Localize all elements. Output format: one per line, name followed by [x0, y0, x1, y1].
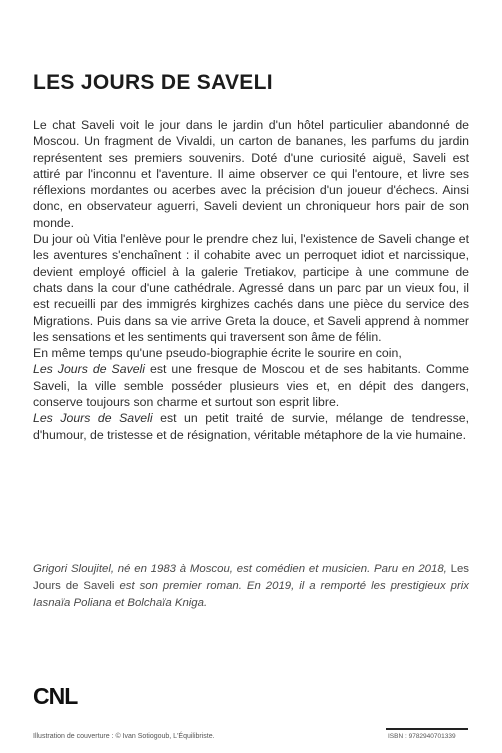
- author-bio-text: Grigori Sloujitel, né en 1983 à Moscou, est comédien et musicien. Paru en 2018,: [33, 563, 447, 575]
- synopsis: [33, 117, 469, 443]
- synopsis-text: est un petit traité de survie, mélange de tendresse, d'humour, de tristesse et de résignation, véritable métaphore de la vie humaine.: [33, 411, 469, 442]
- synopsis-text: est une fresque de Moscou et de ses habitants. Comme Saveli, la ville semble posséder plusieurs vies et, en dépit des dangers, conserve toujours son charme et surtout son esprit libre.: [33, 362, 470, 410]
- cnl-logo: [33, 684, 93, 708]
- book-title-inline: Les Jours de Saveli: [33, 411, 153, 426]
- synopsis-paragraph-2: Du jour où Vitia l'enlève pour le prendre chez lui, l'existence de Saveli change et les aventures s'enchaînent : il cohabite avec un perroquet idiot et narcissique, devient employé officiel à la galerie Tretiakov, participe à une commune de chats dans la cour d'une cathédrale. Agressé dans un parc par un vieux fou, il est recueilli par des immigrés kirghizes cachés dans une pièce du service des Migrations. Puis dans sa vie arrive Greta la douce, et Saveli apprend à nommer les sensations et les sentiments qui traversent son âme de félin.: [33, 232, 469, 344]
- cover-credits: Illustration de couverture : © Ivan Sotiogoub, L'Équilibriste.: [33, 733, 215, 740]
- synopsis-text: En même temps qu'une pseudo-biographie écrite le sourire en coin,: [33, 346, 402, 361]
- synopsis-paragraph-1: Le chat Saveli voit le jour dans le jardin d'un hôtel particulier abandonné de Moscou. Un fragment de Vivaldi, un carton de bananes, les parfums du jardin représentent ses premiers souvenirs. Doté d'une curiosité aiguë, Saveli est attiré par l'inconnu et l'aventure. Il aime observer ce qui l'entoure, et livre ses réflexions mordantes ou acerbes avec la précision d'un joueur d'échecs. Ainsi donc, en observateur aguerri, Saveli devient un chroniqueur hors pair de son monde.: [33, 118, 469, 230]
- synopsis-paragraph-4: [33, 410, 469, 443]
- synopsis-paragraph-3: [33, 345, 469, 410]
- barcode: [386, 728, 468, 730]
- isbn: ISBN : 9782940701339: [388, 733, 456, 740]
- book-title-inline: Les Jours de Saveli: [33, 362, 146, 377]
- cnl-logo-text: CNL: [33, 683, 78, 709]
- author-bio: [33, 561, 469, 612]
- book-title-inline: Les Jours de Saveli: [33, 563, 469, 592]
- author-bio-text: est son premier roman. En 2019, il a remporté les prestigieux prix Iasnaïa Poliana et Bolchaïa Kniga.: [33, 580, 469, 609]
- book-title: LES JOURS DE SAVELI: [33, 71, 273, 94]
